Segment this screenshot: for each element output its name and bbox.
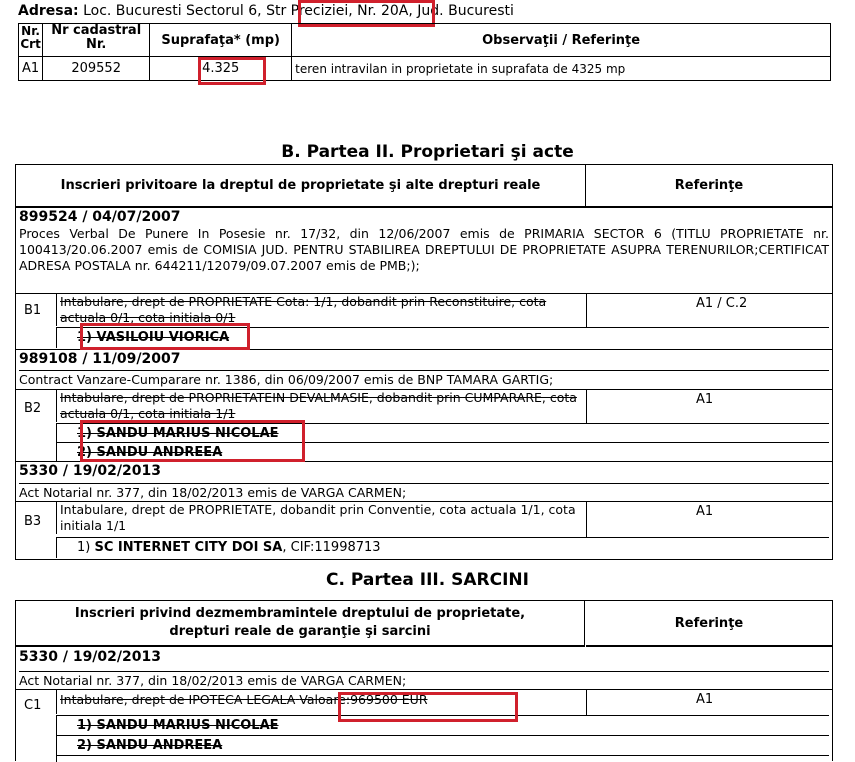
entry-b3-divider [586,501,587,537]
row-observations: teren intravilan in proprietate in suprafata de 4325 mp [292,57,831,81]
entry-b3-owner [56,537,829,558]
section-b-header-left: Inscrieri privitoare la dreptul de proprietate şi alte drepturi reale [16,165,586,208]
entry-b2-act: 989108 / 11/09/2007 [19,351,181,367]
entry-c1-owner-2: 2) SANDU ANDREEA [56,735,829,756]
row-cadastral: 209552 [43,57,150,81]
entry-b1-right: Intabulare, drept de PROPRIETATE Cota: 1/1, dobandit prin Reconstituire, cota actuala 0/1, cota initiala 0/1 [56,294,587,326]
entry-c1-right [56,690,587,714]
entry-b3-owner-cif: , CIF:11998713 [282,540,381,555]
land-table [18,23,831,81]
row-crt: A1 [19,57,43,81]
address-county: Jud. Bucuresti [417,3,514,19]
col-cadastral: Nr cadastral Nr. [43,24,150,57]
section-c-header-right: Referinţe [586,601,832,647]
entry-b2-desc: Contract Vanzare-Cumparare nr. 1386, din 06/09/2007 emis de BNP TAMARA GARTIG; [19,370,829,387]
entry-b3-owner-prefix: 1) [77,540,91,555]
entry-b1-act: 899524 / 04/07/2007 [19,209,181,225]
section-b-title: B. Partea II. Proprietari şi acte [281,142,574,162]
entry-b1-desc: Proces Verbal De Punere In Posesie nr. 17/32, din 12/06/2007 emis de PRIMARIA SECTOR 6 (TITLU PROPRIETATE nr. 100413/20.06.2007 emis de COMISIA JUD. PENTRU STABILIREA DREPTULUI DE PROPRIETATE ASUPRA TERENURILOR;CERTIFICAT ADRESA POSTALA nr. 644211/12079/09.07.2007 emis de PMB;); [19,226,829,273]
col-nr-crt: Nr. Crt [19,24,43,57]
row-area: 4.325 [150,57,292,81]
section-c-header-left [16,601,585,647]
section-c-title: C. Partea III. SARCINI [326,570,529,590]
col-observations: Observaţii / Referinţe [292,24,831,57]
entry-b3-ref: A1 [696,504,714,519]
entry-c1-right-type: Intabulare, drept de IPOTECA LEGALA [60,692,296,707]
section-b-header-right: Referinţe [586,165,832,208]
address-locality: Loc. Bucuresti Sectorul 6, [83,3,262,19]
entry-b3-owner-name: SC INTERNET CITY DOI SA [94,540,283,555]
address-line [18,3,514,19]
section-c-header-line-1: Inscrieri privind dezmembramintele dreptului de proprietate, [74,606,526,621]
entry-c1-right-value: Valoare:969500 EUR [299,692,428,707]
entry-b2-divider [586,389,587,423]
entry-b2-right: Intabulare, drept de PROPRIETATEIN DEVALMASIE, dobandit prin CUMPARARE, cota actuala 0/1, cota initiala 1/1 [56,390,587,422]
entry-b3-desc: Act Notarial nr. 377, din 18/02/2013 emis de VARGA CARMEN; [19,483,829,500]
entry-b2-code: B2 [24,401,42,416]
entry-b1-code: B1 [24,303,42,318]
section-c-table [15,600,833,761]
entry-b1-owner: 1) VASILOIU VIORICA [56,327,829,348]
section-b-table [15,164,833,560]
entry-b1-ref: A1 / C.2 [696,296,748,311]
entry-b2-ref: A1 [696,392,714,407]
entry-c1-act: 5330 / 19/02/2013 [19,649,161,665]
entry-c1-divider [586,689,587,715]
entry-c1-code: C1 [24,698,42,713]
entry-c1-desc: Act Notarial nr. 377, din 18/02/2013 emis de VARGA CARMEN; [19,671,829,688]
section-c-header-line-2: drepturi reale de garanţie şi sarcini [169,624,431,639]
entry-b2-owner-2: 2) SANDU ANDREEA [56,442,829,462]
address-street: Str Preciziei, Nr. 20A, [266,3,413,19]
address-label: Adresa: [18,3,79,19]
entry-c1-owner-1: 1) SANDU MARIUS NICOLAE [56,715,829,736]
entry-b2-owner-1: 1) SANDU MARIUS NICOLAE [56,423,829,443]
col-area: Suprafaţa* (mp) [150,24,292,57]
entry-b3-code: B3 [24,514,42,529]
entry-b1-divider [586,293,587,327]
entry-b3-right: Intabulare, drept de PROPRIETATE, dobandit prin Conventie, cota actuala 1/1, cota initiala 1/1 [56,502,587,534]
entry-b3-act: 5330 / 19/02/2013 [19,463,161,479]
entry-b3-frame [16,461,832,462]
entry-b2-frame [16,349,832,350]
entry-c1-ref: A1 [696,692,714,707]
